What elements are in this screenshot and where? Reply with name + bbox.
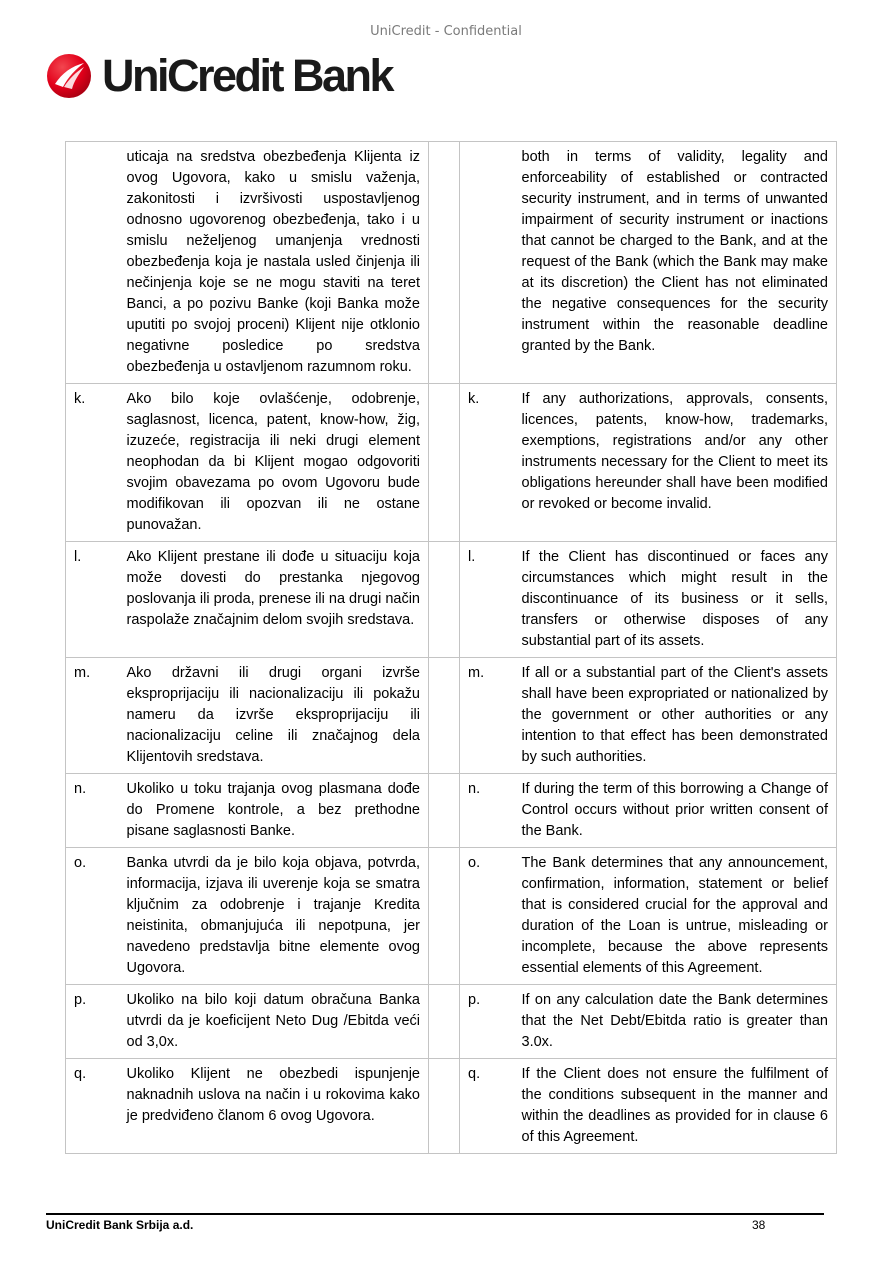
clause-row <box>66 542 837 658</box>
bilingual-clauses-table <box>65 141 837 1154</box>
clause-row <box>66 985 837 1059</box>
column-gap <box>429 985 460 1059</box>
clause-label-sr: l. <box>66 542 113 658</box>
clause-text-sr: Ako bilo koje ovlašćenje, odobrenje, saglasnost, licenca, patent, know-how, žig, izuzeće, registracija ili neki drugi element neophodan da bi Klijent mogao odgovoriti svojim obavezama po ovom Ugovoru bude modifikovan ili opozvan ili ne ostane punovažan. <box>113 384 429 542</box>
clause-label-en: m. <box>460 658 506 774</box>
clause-label-sr: o. <box>66 848 113 985</box>
clause-text-sr: Ukoliko u toku trajanja ovog plasmana dođe do Promene kontrole, a bez prethodne pisane saglasnosti Banke. <box>113 774 429 848</box>
column-gap <box>429 1059 460 1154</box>
column-gap <box>429 142 460 384</box>
clause-label-en: n. <box>460 774 506 848</box>
clause-text-en: The Bank determines that any announcement, confirmation, information, statement or belief that is considered crucial for the approval and duration of the Loan is untrue, misleading or incomplete, because the above represents essential elements of this Agreement. <box>506 848 837 985</box>
clause-label-sr: n. <box>66 774 113 848</box>
clause-text-en: If any authorizations, approvals, consents, licences, patents, know-how, trademarks, exemptions, registrations and/or any other instruments necessary for the Client to meet its obligations hereunder shall have been modified or revoked or become invalid. <box>506 384 837 542</box>
footer-divider <box>46 1213 824 1215</box>
clause-row <box>66 774 837 848</box>
clause-label-sr: m. <box>66 658 113 774</box>
column-gap <box>429 774 460 848</box>
clause-text-sr: Ukoliko na bilo koji datum obračuna Banka utvrdi da je koeficijent Neto Dug /Ebitda veći od 3,0x. <box>113 985 429 1059</box>
clause-row <box>66 658 837 774</box>
clause-label-sr: k. <box>66 384 113 542</box>
clause-text-en: If during the term of this borrowing a Change of Control occurs without prior written consent of the Bank. <box>506 774 837 848</box>
clause-row <box>66 1059 837 1154</box>
footer-company: UniCredit Bank Srbija a.d. <box>46 1218 194 1232</box>
clause-text-sr: Banka utvrdi da je bilo koja objava, potvrda, informacija, izjava ili uverenje koja se smatra ključnim za odobrenje i trajanje Kredita neistinita, obmanjujuća ili nepotpuna, jer navedeno predstavlja bitne elemente ovog Ugovora. <box>113 848 429 985</box>
clause-label-en: p. <box>460 985 506 1059</box>
clause-label-sr <box>66 142 113 384</box>
column-gap <box>429 658 460 774</box>
clause-label-sr: q. <box>66 1059 113 1154</box>
clause-label-en: o. <box>460 848 506 985</box>
logo-text: UniCredit Bank <box>102 50 393 101</box>
clause-text-sr: Ukoliko Klijent ne obezbedi ispunjenje naknadnih uslova na način i u rokovima kako je predviđeno članom 6 ovog Ugovora. <box>113 1059 429 1154</box>
clause-label-sr: p. <box>66 985 113 1059</box>
clause-row <box>66 142 837 384</box>
clause-text-en: If the Client does not ensure the fulfilment of the conditions subsequent in the manner and within the deadlines as provided for in clause 6 of this Agreement. <box>506 1059 837 1154</box>
clause-label-en <box>460 142 506 384</box>
clause-label-en: q. <box>460 1059 506 1154</box>
clause-text-en: both in terms of validity, legality and enforceability of established or contracted security instrument, and in terms of unwanted impairment of security instrument or inactions that cannot be charged to the Bank, and at the request of the Bank (which the Bank may make at its discretion) the Client has not eliminated the negative consequences for the security instrument within the reasonable deadline granted by the Bank. <box>506 142 837 384</box>
clause-row <box>66 848 837 985</box>
clause-text-en: If the Client has discontinued or faces any circumstances which might result in the discontinuance of its business or it sells, transfers or otherwise disposes of any substantial part of its assets. <box>506 542 837 658</box>
column-gap <box>429 848 460 985</box>
clause-label-en: l. <box>460 542 506 658</box>
page-number: 38 <box>752 1218 766 1232</box>
column-gap <box>429 384 460 542</box>
clause-row <box>66 384 837 542</box>
column-gap <box>429 542 460 658</box>
clause-text-sr: uticaja na sredstva obezbeđenja Klijenta iz ovog Ugovora, kako u smislu važenja, zakonitosti i izvršivosti uspostavljenog odnosno ugovorenog obezbeđenja, tako i u smislu neželjenog umanjenja vrednosti obezbeđenja koja je nastala usled činjenja ili nečinjenja koje se ne mogu staviti na teret Banci, a po pozivu Banke (koji Banka može uputiti po svojoj proceni) Klijent nije otklonio negativne posledice po sredstva obezbeđenja u ostavljenom razumnom roku. <box>113 142 429 384</box>
clause-text-en: If on any calculation date the Bank determines that the Net Debt/Ebitda ratio is greater than 3.0x. <box>506 985 837 1059</box>
clause-text-sr: Ako državni ili drugi organi izvrše eksproprijaciju ili nacionalizaciju ili pokažu nameru da izvrše eksproprijaciju ili nacionalizaciju celine ili značajnog dela Klijentovih sredstava. <box>113 658 429 774</box>
clause-label-en: k. <box>460 384 506 542</box>
clause-text-en: If all or a substantial part of the Client's assets shall have been expropriated or nationalized by the government or other authorities or any intention to that effect has been demonstrated by such authorities. <box>506 658 837 774</box>
unicredit-logo-icon <box>46 53 92 99</box>
unicredit-logo <box>46 52 392 100</box>
confidential-header: UniCredit - Confidential <box>370 24 522 39</box>
clause-text-sr: Ako Klijent prestane ili dođe u situaciju koja može dovesti do prestanka njegovog poslovanja ili proda, prenese ili na drugi način raspolaže značajnim delom svojih sredstava. <box>113 542 429 658</box>
